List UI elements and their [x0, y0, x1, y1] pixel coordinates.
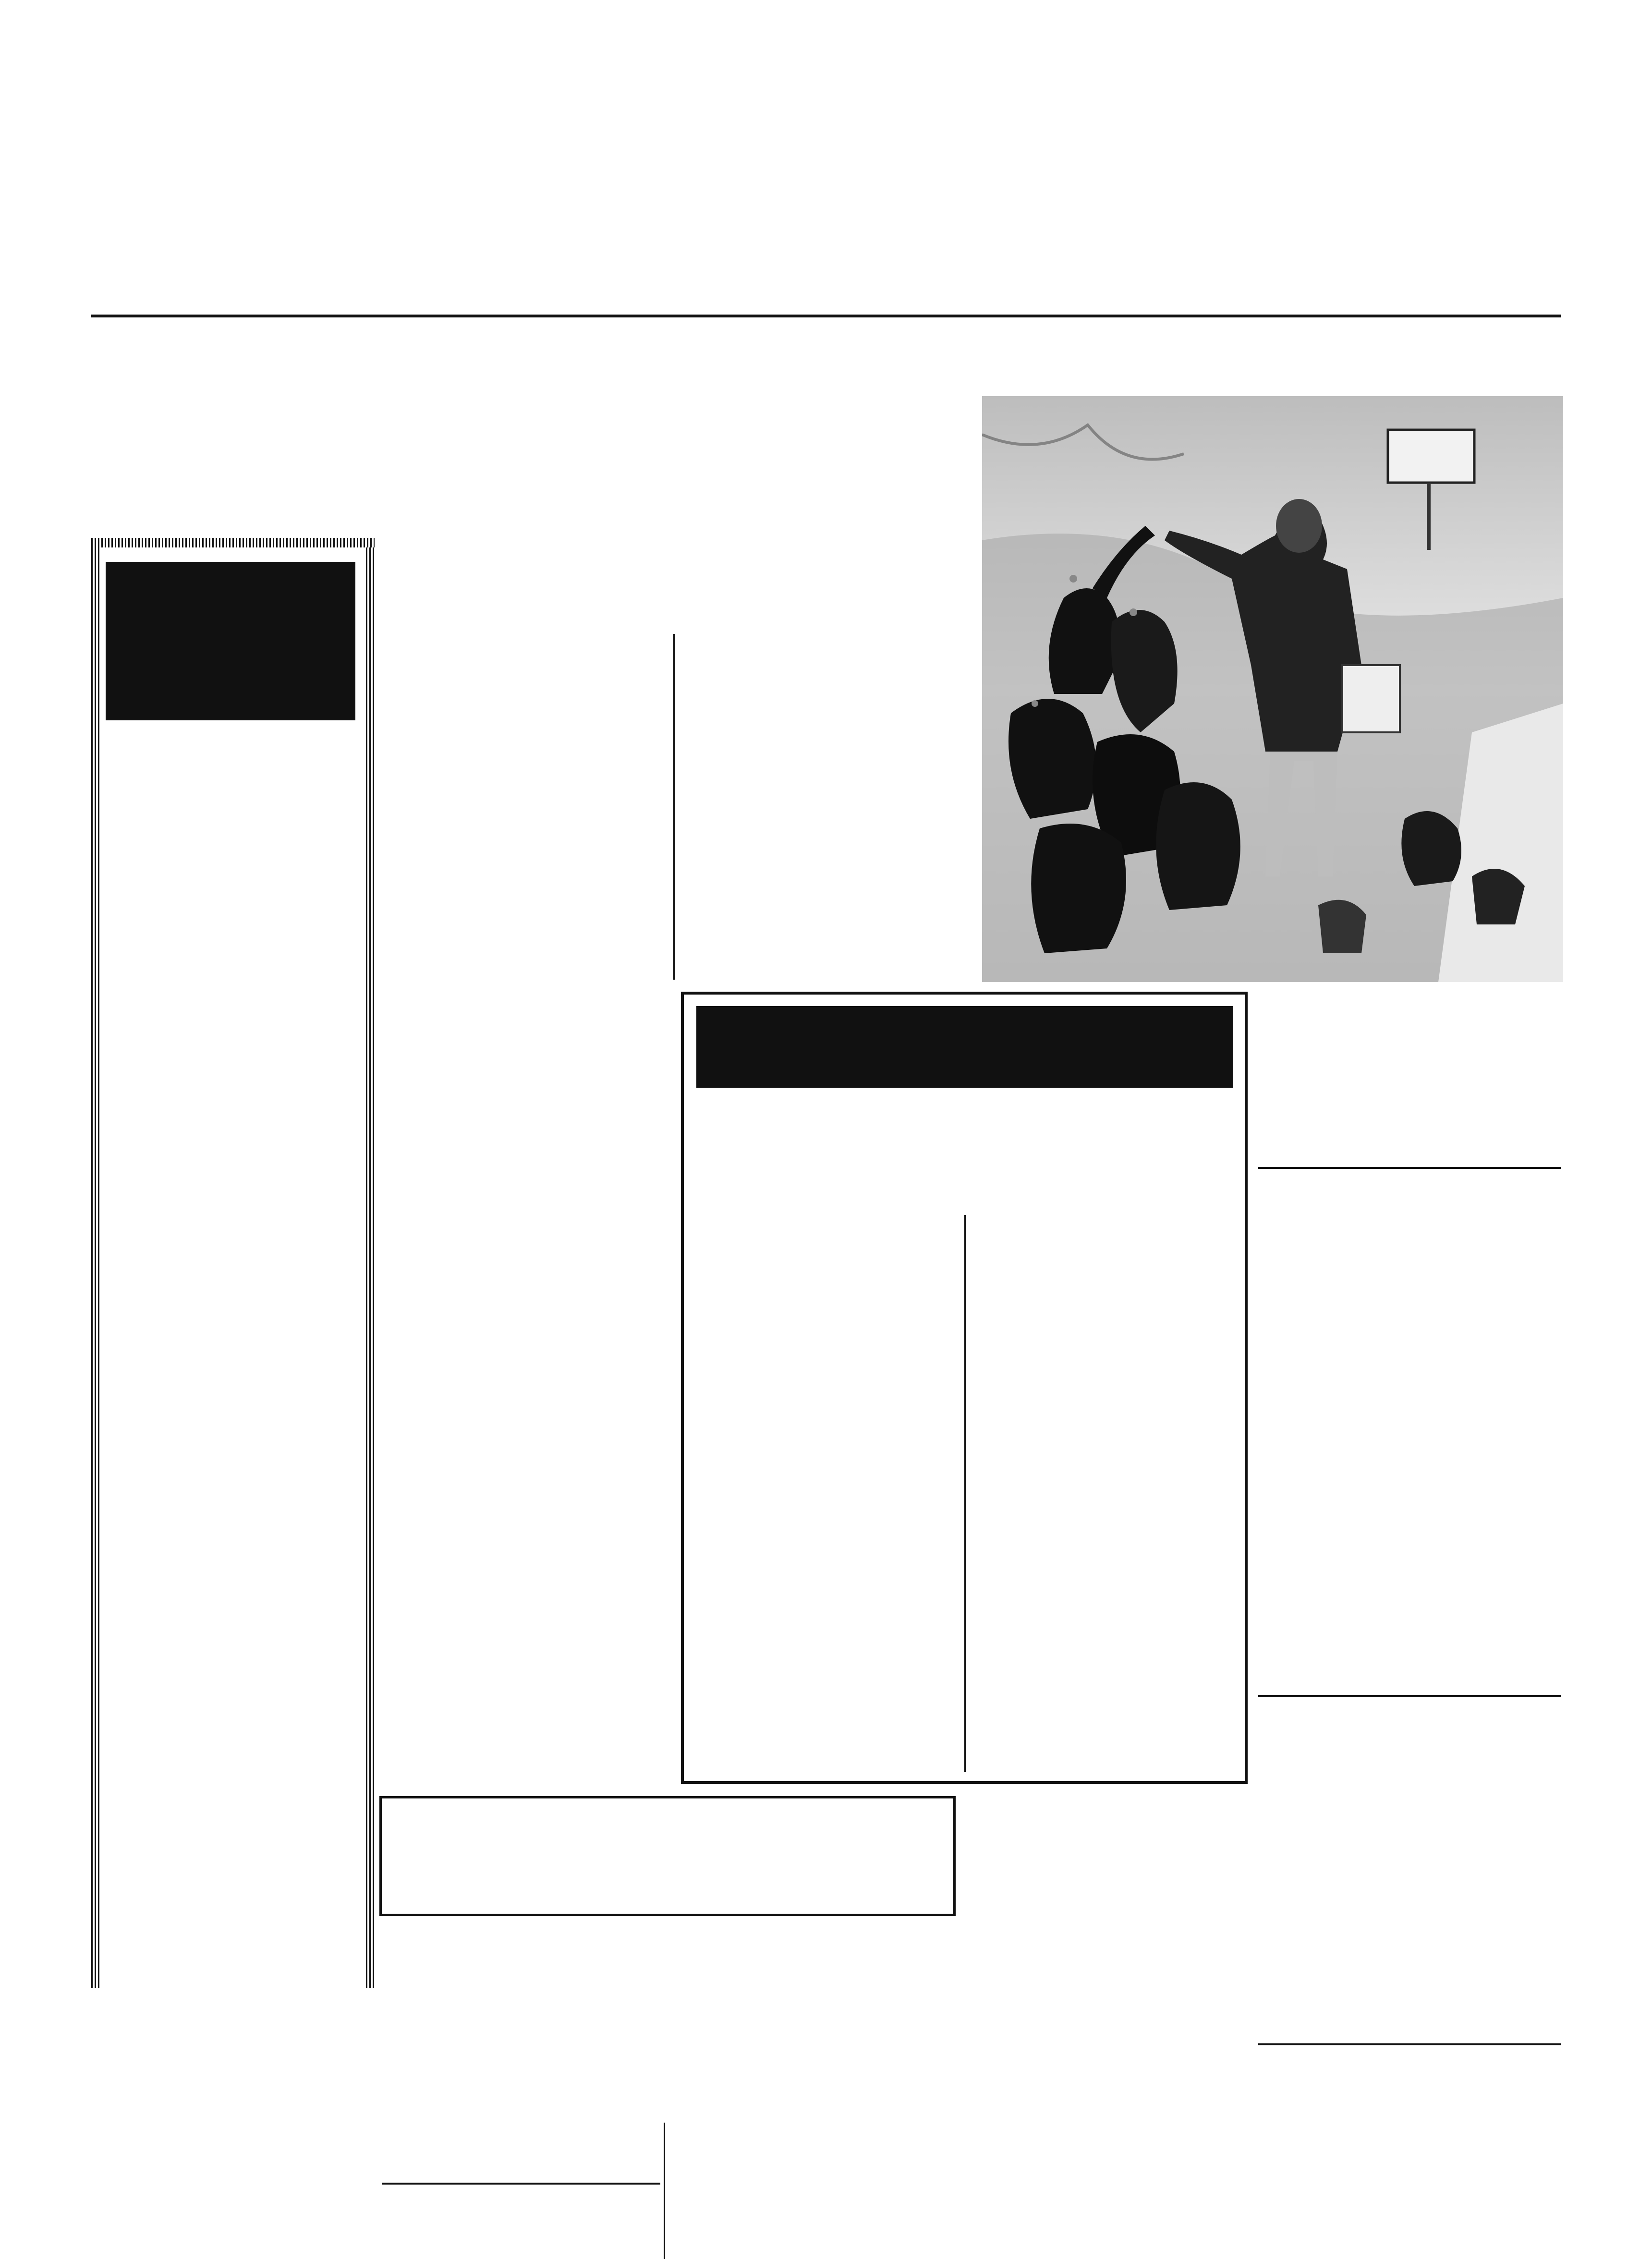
masthead-rule	[91, 315, 1561, 317]
onu-column-rule	[673, 634, 675, 980]
animals-photo	[982, 396, 1563, 982]
nota-column-rule	[964, 1215, 966, 1772]
comentario-hatch-top	[91, 538, 375, 547]
animals-photo-art	[982, 396, 1563, 982]
kiesinger-top-rule	[1258, 1167, 1561, 1169]
comentario-label1	[106, 562, 355, 571]
japao-band	[379, 1796, 956, 1916]
nota-do-dia-title	[696, 1006, 1233, 1088]
comentario-label-box	[106, 562, 355, 720]
censura-rule	[1258, 2043, 1561, 2045]
photo-caption	[1287, 987, 1556, 992]
japao-column-rule	[664, 2123, 665, 2259]
franco-top-rule	[1258, 1695, 1561, 1697]
paginas-rule	[382, 2183, 660, 2185]
comentario-hatch-left	[91, 547, 100, 1988]
comentario-hatch-right	[366, 547, 375, 1988]
masthead-title-box	[168, 48, 1513, 250]
